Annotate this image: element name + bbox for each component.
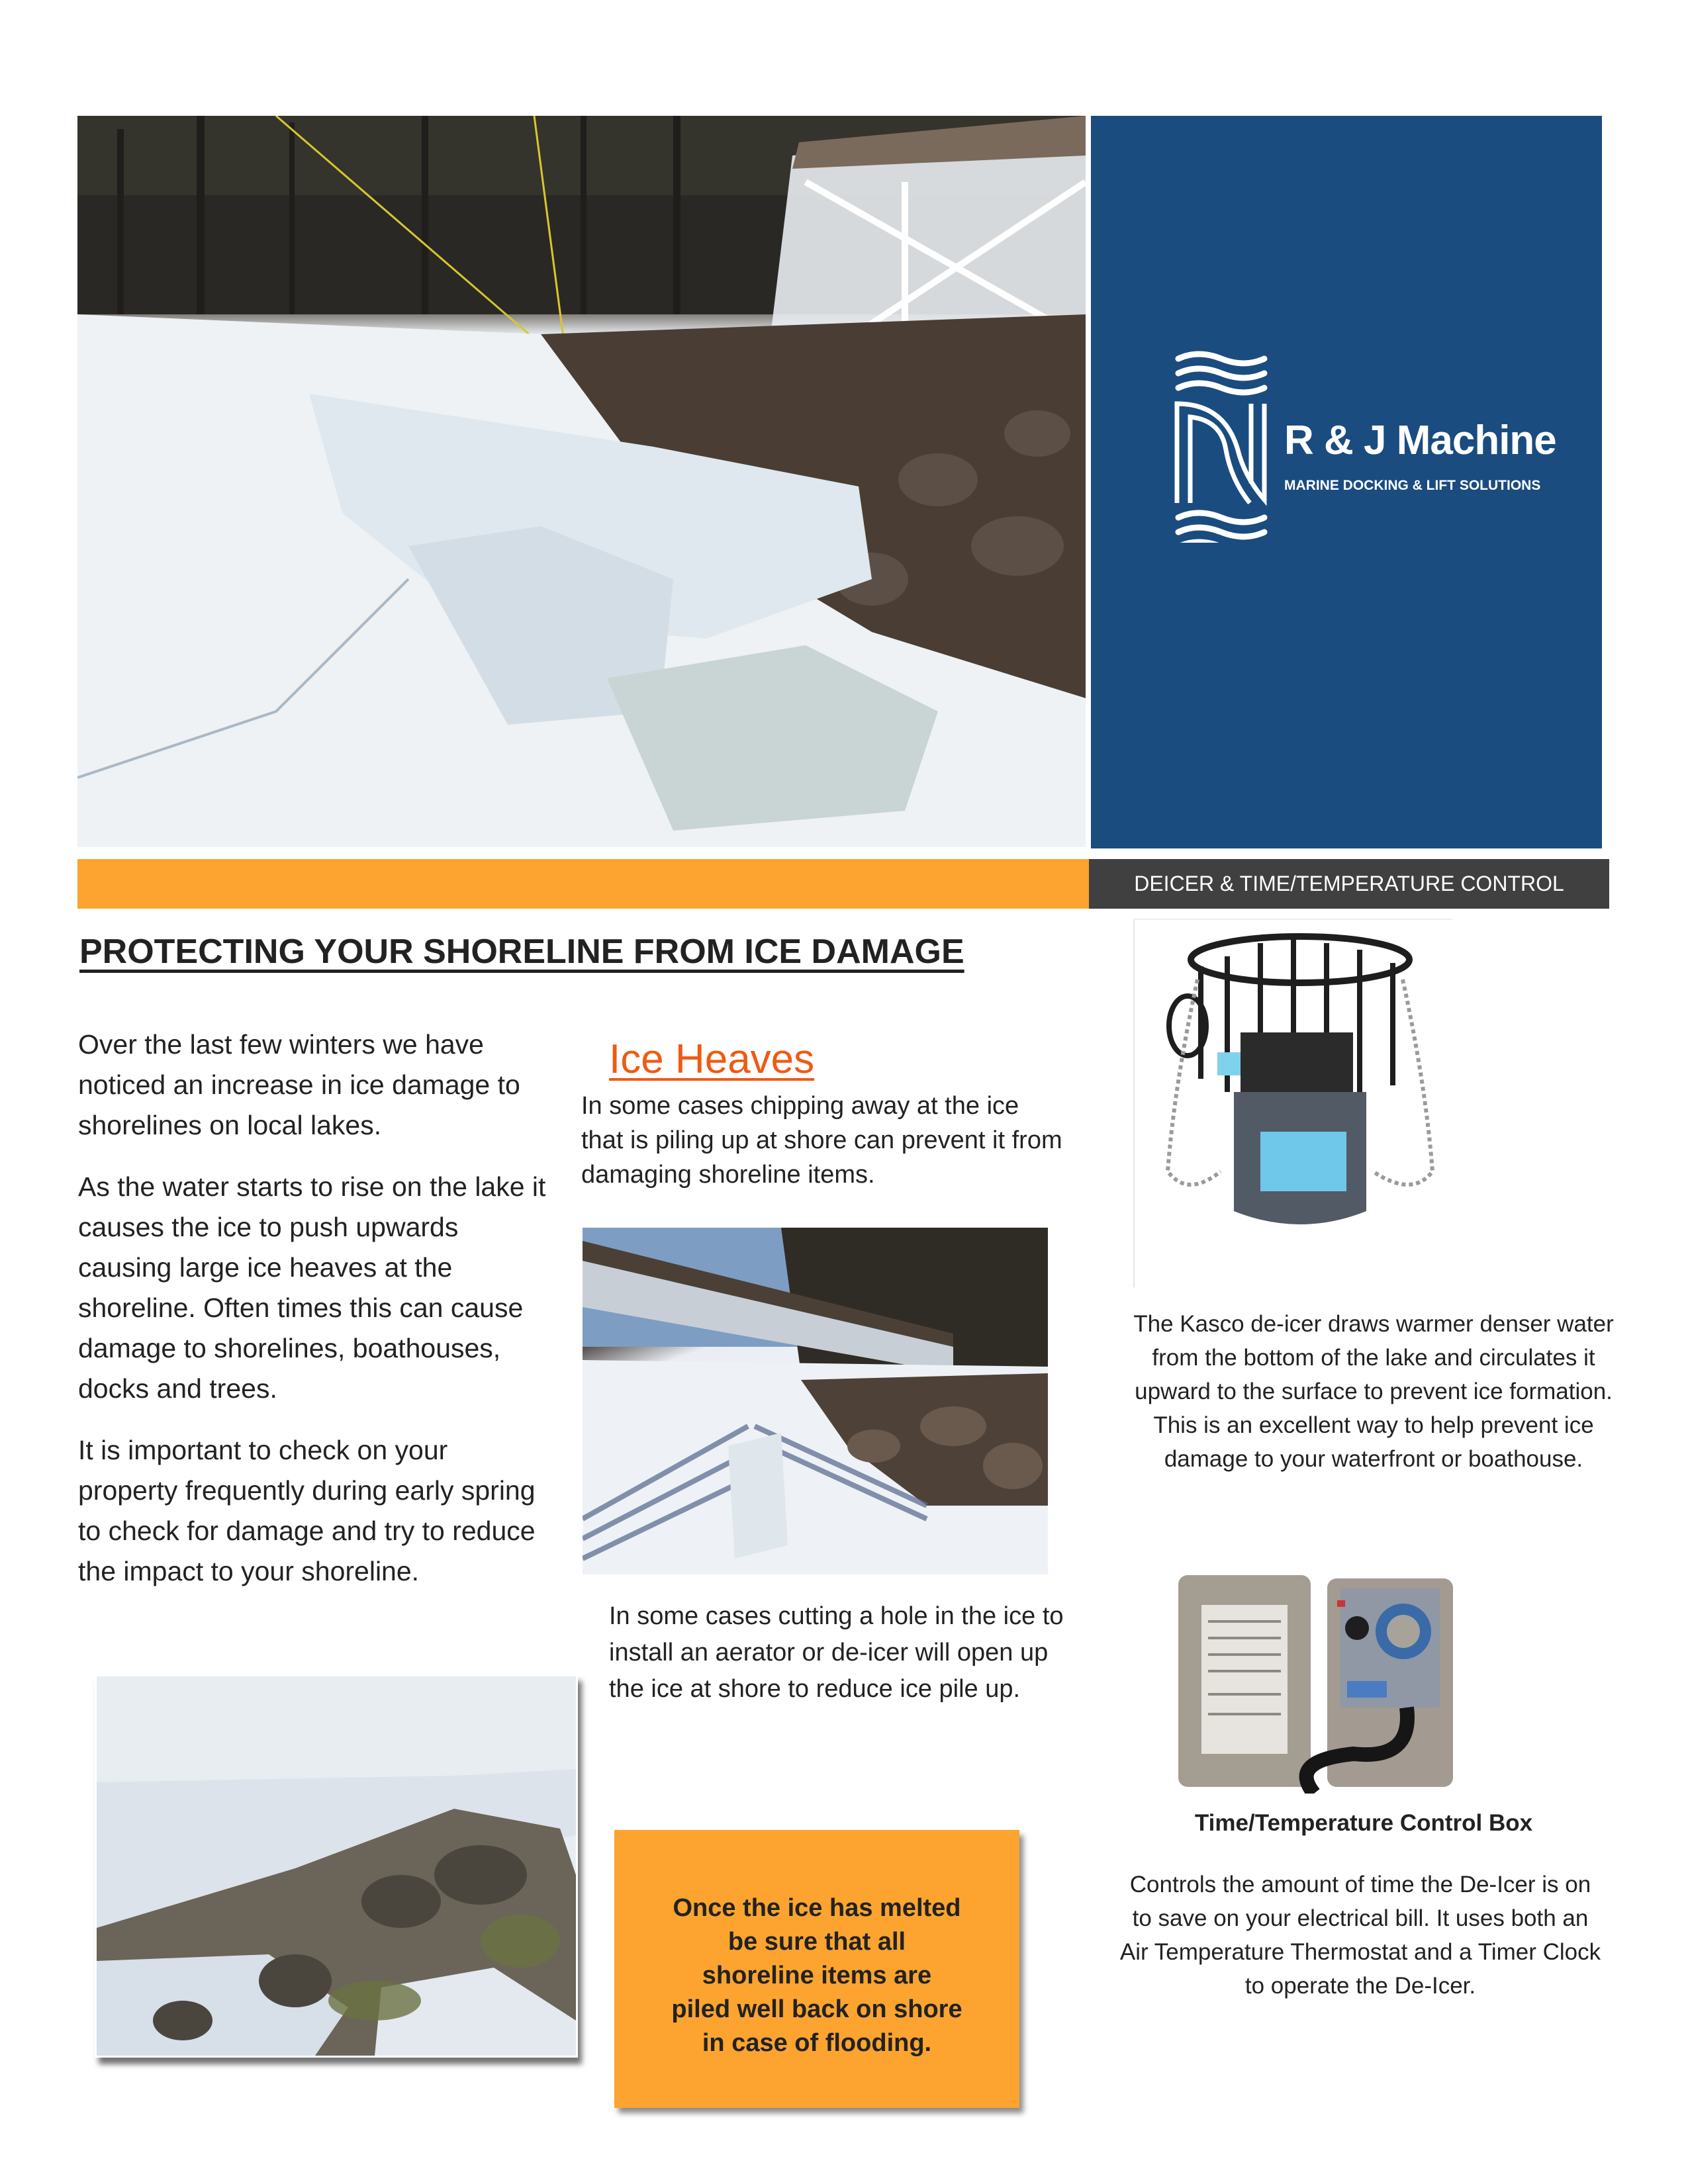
logo-company-name: R & J Machine — [1284, 418, 1556, 463]
dock-photo-illustration — [583, 1228, 1048, 1574]
flooding-callout-box — [614, 1830, 1019, 2108]
callout-line: be sure that all — [727, 1927, 906, 1956]
callout-line: piled well back on shore — [671, 1995, 962, 2023]
section-label-bar — [1089, 859, 1609, 909]
ice-rocks-photo — [95, 1674, 578, 2058]
logo-tagline: MARINE DOCKING & LIFT SOLUTIONS — [1284, 478, 1541, 493]
section-label: DEICER & TIME/TEMPERATURE CONTROL — [1134, 872, 1564, 895]
rj-waves-logo-icon — [1172, 351, 1271, 543]
callout-line: Once the ice has melted — [673, 1893, 961, 1922]
callout-line: shoreline items are — [702, 1961, 932, 1989]
control-box-caption: Controls the amount of time the De-Icer is on to save on your electrical bill. It uses both an Air Temperature Thermostat and a Timer Clock to operate the De-Icer. — [1119, 1872, 1601, 1999]
callout-text — [671, 1891, 962, 2060]
company-logo — [1172, 351, 1556, 543]
page-title: PROTECTING YOUR SHORELINE FROM ICE DAMAGE — [79, 933, 964, 971]
kasco-deicer-image — [1133, 919, 1452, 1287]
ice-heaves-text-1: In some cases chipping away at the ice that is piling up at shore can prevent it from damaging shoreline items. — [581, 1092, 1062, 1189]
ice-rocks-illustration — [97, 1676, 576, 2056]
callout-line: in case of flooding. — [702, 2028, 932, 2057]
ice-heaves-heading: Ice Heaves — [609, 1036, 815, 1082]
deicer-caption: The Kasco de-icer draws warmer denser water from the bottom of the lake and circulates it upward to the surface to prevent ice formation. This is an excellent way to help prevent ice damage to your waterfront or boathouse. — [1133, 1311, 1614, 1472]
control-box-image — [1155, 1542, 1466, 1794]
accent-bar — [77, 859, 1090, 909]
deicer-illustration — [1135, 920, 1452, 1287]
intro-paragraph: As the water starts to rise on the lake it causes the ice to push upwards causing large ice heaves at the shoreline. Often times this can cause damage to shorelines, boathouses, docks and trees. — [78, 1171, 546, 1404]
ice-heaves-text-2: In some cases cutting a hole in the ice to install an aerator or de-icer will open up the ice at shore to reduce ice pile up. — [609, 1602, 1064, 1703]
control-box-title: Time/Temperature Control Box — [1194, 1810, 1533, 1836]
hero-photo-ice-heave — [77, 116, 1086, 847]
intro-paragraph: Over the last few winters we have noticed an increase in ice damage to shorelines on local lakes. — [78, 1029, 520, 1140]
control-box-illustration — [1155, 1542, 1466, 1794]
hero-photo-illustration — [77, 116, 1086, 847]
intro-paragraph: It is important to check on your property frequently during early spring to check for damage and try to reduce the impact to your shoreline. — [78, 1435, 536, 1586]
dock-shoreline-photo — [583, 1228, 1048, 1574]
intro-text-column — [78, 1024, 555, 1613]
